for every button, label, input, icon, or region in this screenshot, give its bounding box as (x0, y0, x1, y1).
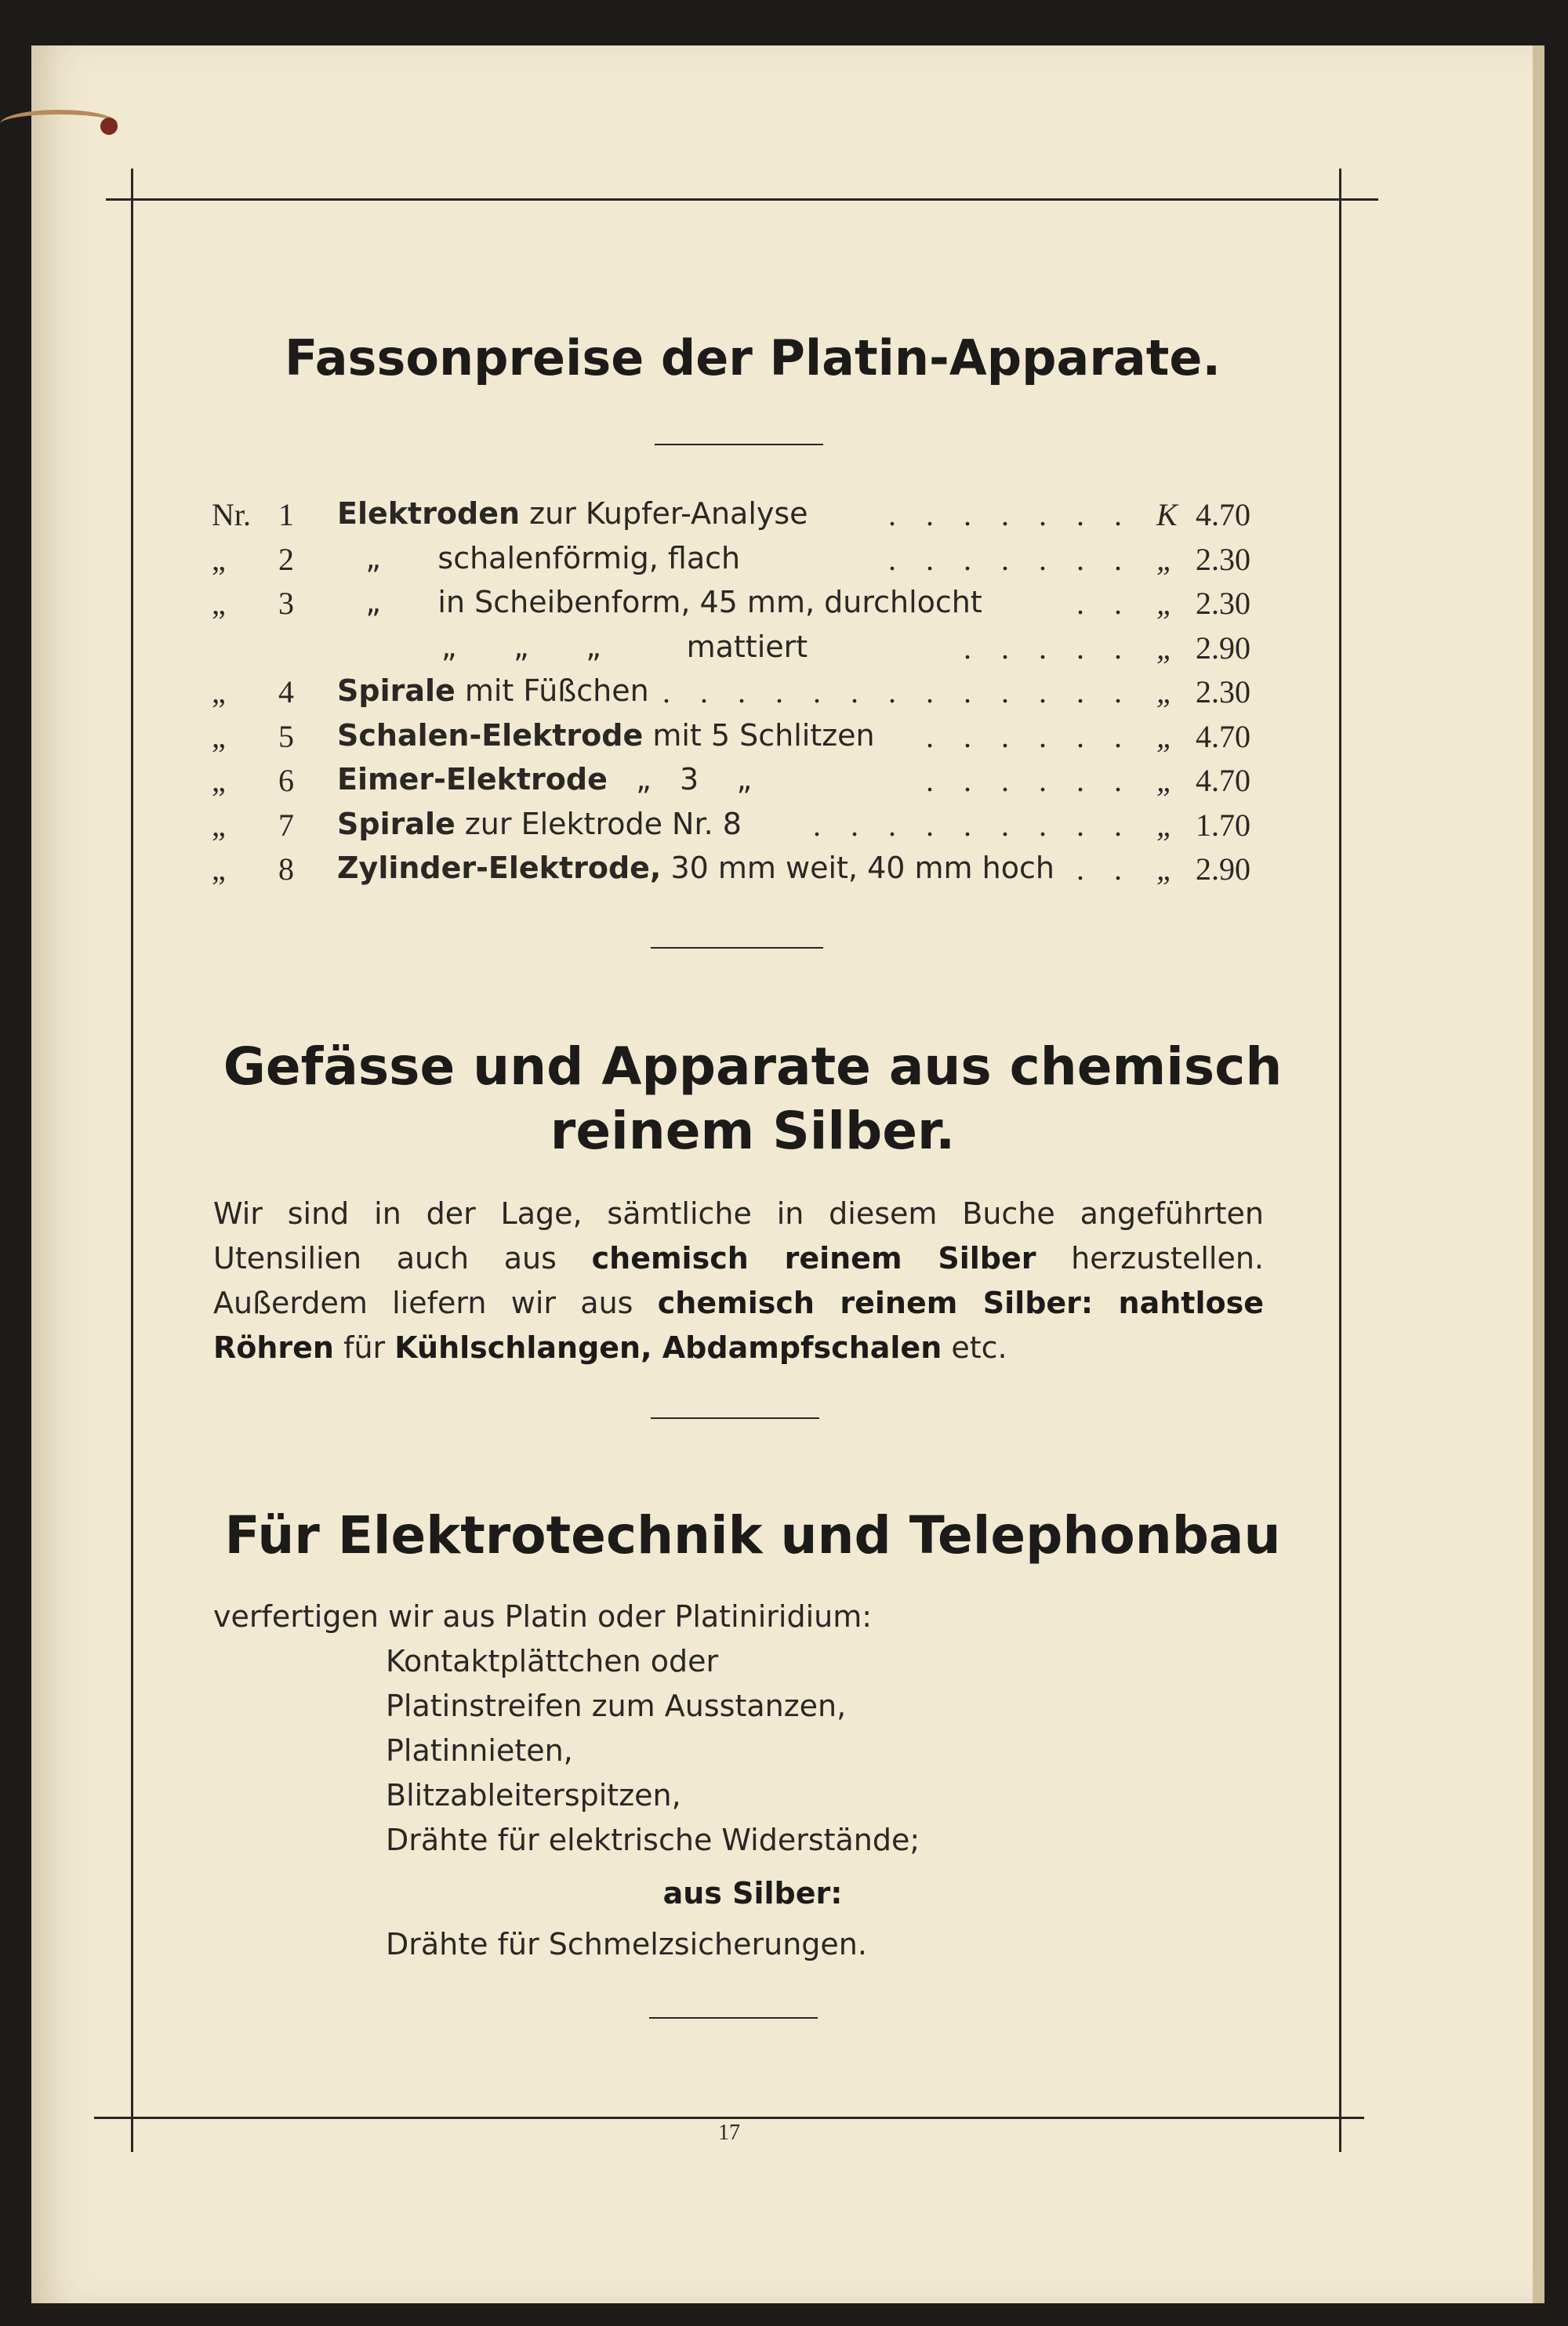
row-price: 1.70 (1196, 807, 1250, 843)
paragraph-bold: Kühlschlangen, Abdampfschalen (394, 1330, 942, 1365)
row-leader-dots: . . . . . . (926, 763, 1133, 798)
section-title-electrotechnics: Für Elektrotechnik und Telephonbau (224, 1505, 1281, 1566)
row-prefix: „ (212, 586, 226, 621)
row-number: 5 (278, 718, 294, 754)
separator (655, 444, 823, 445)
row-number: 6 (278, 763, 294, 798)
electrotechnics-intro: verfertigen wir aus Platin oder Platiniridium: (213, 1599, 873, 1634)
row-leader-dots: . . (1076, 586, 1133, 621)
row-price: 2.90 (1196, 851, 1250, 887)
separator (651, 1417, 819, 1419)
paragraph-text: Wir sind in der Lage, sämtliche in diesem Buche angeführten Utensilien auch aus (213, 1196, 1264, 1275)
row-currency: „ (1156, 630, 1174, 666)
separator (649, 2017, 818, 2019)
row-prefix: „ (212, 807, 226, 843)
list-item: Drähte für elektrische Widerstände; (386, 1823, 920, 1857)
section-title-silver-line2: reinem Silber. (550, 1101, 956, 1161)
row-item-detail: „ schalenförmig, flach (337, 540, 741, 575)
row-price: 4.70 (1196, 763, 1250, 798)
binding-hole (100, 118, 118, 135)
row-currency: „ (1156, 718, 1174, 754)
row-item-name: Zylinder-Elektrode, (337, 851, 662, 885)
row-number: 4 (278, 674, 294, 709)
price-row (212, 762, 1266, 806)
page-number: 17 (718, 2121, 740, 2145)
silver-paragraph (213, 1192, 1264, 1370)
row-item-detail: „ 3 „ (607, 762, 753, 797)
row-prefix: „ (212, 851, 226, 887)
row-currency: „ (1156, 541, 1174, 577)
price-row (212, 496, 1266, 540)
price-row (212, 673, 1266, 717)
row-price: 4.70 (1196, 718, 1250, 754)
row-prefix: Nr. (212, 497, 251, 532)
row-prefix: „ (212, 718, 226, 754)
list-item: Blitzableiterspitzen, (386, 1778, 681, 1813)
row-price: 2.30 (1196, 674, 1250, 709)
row-prefix: „ (212, 541, 226, 577)
row-price: 4.70 (1196, 497, 1250, 532)
row-number: 7 (278, 807, 294, 843)
row-leader-dots: . . . . . . . (888, 541, 1133, 577)
frame-right-rule (1339, 169, 1341, 2152)
row-leader-dots: . . (1076, 851, 1133, 887)
row-item-detail: 30 mm weit, 40 mm hoch (661, 851, 1054, 885)
row-currency: „ (1156, 674, 1174, 709)
price-row (212, 718, 1266, 762)
row-currency: K (1156, 497, 1178, 532)
row-item-detail: mit 5 Schlitzen (643, 717, 875, 753)
frame-top-rule-tail (1347, 198, 1378, 201)
row-price: 2.90 (1196, 630, 1250, 666)
section-title-silver-line1: Gefässe und Apparate aus chemisch (223, 1036, 1283, 1097)
frame-bottom-rule (94, 2117, 1364, 2119)
paragraph-text: etc. (942, 1330, 1007, 1365)
row-item-name: Eimer-Elektrode (337, 762, 608, 797)
paragraph-text: herzustellen. Außerdem liefern wir aus (213, 1241, 1264, 1320)
row-item-name: Spirale (337, 806, 456, 841)
row-item-name: Elektroden (337, 496, 521, 531)
row-prefix: „ (212, 763, 226, 798)
row-price: 2.30 (1196, 541, 1250, 577)
paragraph-text: für (334, 1330, 395, 1365)
section-title-silver (204, 1035, 1301, 1163)
row-currency: „ (1156, 586, 1174, 621)
row-item-detail: „ in Scheibenform, 45 mm, durchlocht (337, 585, 982, 619)
price-row (212, 851, 1266, 894)
list-item: Platinstreifen zum Ausstanzen, (386, 1689, 847, 1723)
row-currency: „ (1156, 851, 1174, 887)
row-number: 2 (278, 541, 294, 577)
list-item: Drähte für Schmelzsicherungen. (386, 1927, 867, 1961)
frame-left-rule (131, 169, 133, 2152)
row-item-name: Schalen-Elektrode (337, 717, 644, 753)
row-leader-dots: . . . . . . . . . (813, 807, 1133, 843)
section-title-platinum: Fassonpreise der Platin-Apparate. (284, 329, 1221, 386)
row-currency: „ (1156, 763, 1174, 798)
row-item-name: Spirale (337, 673, 456, 708)
list-item: Platinnieten, (386, 1733, 573, 1768)
silver-subheading: aus Silber: (662, 1876, 843, 1911)
row-prefix: „ (212, 674, 226, 709)
list-item: Kontaktplättchen oder (386, 1644, 719, 1678)
price-row (212, 807, 1266, 851)
row-number: 8 (278, 851, 294, 887)
paragraph-bold: chemisch reinem Silber: nahtlose Röhren (213, 1286, 1264, 1365)
paragraph-bold: chemisch reinem Silber (591, 1241, 1036, 1275)
row-item-detail: zur Elektrode Nr. 8 (455, 806, 742, 841)
separator (651, 947, 823, 949)
price-row (212, 630, 1266, 673)
row-item-detail: zur Kupfer-Analyse (520, 496, 808, 531)
row-number: 1 (278, 497, 294, 532)
row-currency: „ (1156, 807, 1174, 843)
row-price: 2.30 (1196, 586, 1250, 621)
frame-top-rule (106, 198, 1368, 201)
row-leader-dots: . . . . . . (926, 718, 1133, 754)
row-leader-dots: . . . . . . . (888, 497, 1133, 532)
row-number: 3 (278, 586, 294, 621)
row-item-detail: „ „ „ mattiert (337, 629, 808, 664)
row-leader-dots: . . . . . . . . . . . . . (662, 674, 1133, 709)
row-item-detail: mit Füßchen (455, 673, 649, 708)
price-row (212, 541, 1266, 585)
price-row (212, 585, 1266, 629)
row-leader-dots: . . . . . (964, 630, 1133, 666)
